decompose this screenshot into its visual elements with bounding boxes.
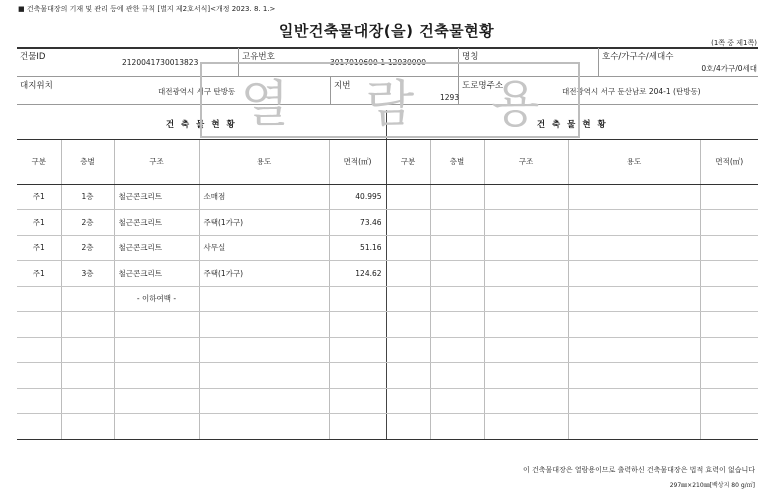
table-row [17, 184, 758, 210]
row-empty-cell [568, 363, 700, 389]
table-row [17, 388, 758, 414]
col-area-header-right: 면적(㎡) [700, 139, 758, 184]
row-empty-cell [484, 337, 568, 363]
row-floor [61, 363, 114, 389]
row-empty-cell [386, 210, 430, 236]
col-floor-header-right: 층별 [430, 139, 484, 184]
row-empty-cell [700, 184, 758, 210]
table-row [17, 210, 758, 236]
row-empty-cell [700, 235, 758, 261]
row-empty-cell [700, 388, 758, 414]
table-header-row [17, 139, 758, 184]
col-structure-header: 구조 [114, 139, 199, 184]
row-structure: 철근콘크리트 [114, 235, 199, 261]
row-floor: 3층 [61, 261, 114, 287]
row-floor: 2층 [61, 210, 114, 236]
section-title-right: 건 축 물 현 황 [386, 110, 758, 139]
road-address-label: 도로명주소 [462, 81, 504, 91]
building-id-label: 건물ID [20, 52, 46, 62]
unique-no-label: 고유번호 [242, 52, 275, 62]
col-area-header: 면적(㎡) [329, 139, 386, 184]
row-type [17, 337, 61, 363]
row-structure: 철근콘크리트 [114, 261, 199, 287]
row-floor [61, 312, 114, 338]
row-type [17, 388, 61, 414]
row-empty-cell [484, 184, 568, 210]
row-type: 주1 [17, 210, 61, 236]
col-floor-header: 층별 [61, 139, 114, 184]
row-floor [61, 388, 114, 414]
row-empty-cell [430, 388, 484, 414]
row-empty-cell [568, 286, 700, 312]
lot-number-value: 1293 [440, 93, 460, 102]
row-area: 51.16 [329, 235, 386, 261]
row-structure [114, 414, 199, 440]
row-empty-cell [568, 414, 700, 440]
row-empty-cell [386, 286, 430, 312]
row-empty-cell [430, 261, 484, 287]
road-address-value: 대전광역시 서구 둔산남로 204-1 (탄방동) [562, 87, 701, 96]
row-empty-cell [386, 388, 430, 414]
row-structure [114, 337, 199, 363]
row-empty-cell [700, 261, 758, 287]
row-empty-cell [700, 286, 758, 312]
row-type: 주1 [17, 184, 61, 210]
row-empty-cell [386, 337, 430, 363]
col-structure-header-right: 구조 [484, 139, 568, 184]
row-floor [61, 337, 114, 363]
row-empty-cell [430, 363, 484, 389]
row-area [329, 337, 386, 363]
row-empty-cell [568, 388, 700, 414]
row-empty-cell [430, 337, 484, 363]
site-location-value: 대전광역시 서구 탄방동 [158, 87, 236, 96]
row-area [329, 312, 386, 338]
row-empty-cell [700, 210, 758, 236]
units-value: 0호/4가구/0세대 [701, 64, 757, 73]
row-empty-cell [700, 363, 758, 389]
page-number: (1쪽 중 제1쪽) [711, 39, 757, 47]
row-use: 주택(1가구) [199, 210, 329, 236]
row-empty-cell [430, 235, 484, 261]
row-empty-cell [568, 235, 700, 261]
row-area [329, 363, 386, 389]
watermark-char: 람 [365, 75, 415, 133]
row-empty-cell [568, 337, 700, 363]
row-area [329, 286, 386, 312]
col-type-header: 구분 [17, 139, 61, 184]
row-empty-cell [700, 414, 758, 440]
row-floor [61, 286, 114, 312]
row-empty-cell [430, 414, 484, 440]
legal-notice: 이 건축물대장은 열람용이므로 출력하신 건축물대장은 법적 효력이 없습니다 [523, 466, 755, 474]
row-area: 40.995 [329, 184, 386, 210]
row-structure: 철근콘크리트 [114, 184, 199, 210]
row-structure [114, 363, 199, 389]
row-empty-cell [386, 235, 430, 261]
row-empty-cell [700, 337, 758, 363]
row-empty-cell [568, 184, 700, 210]
unique-no-value: 3017010600-1-12930000 [330, 58, 427, 67]
table-row [17, 337, 758, 363]
row-empty-cell [484, 388, 568, 414]
col-use-header-right: 용도 [568, 139, 700, 184]
row-empty-cell [386, 414, 430, 440]
row-structure [114, 312, 199, 338]
watermark-char: 용 [491, 75, 540, 133]
building-id-value: 2120041730013823 [122, 58, 199, 67]
row-empty-cell [484, 363, 568, 389]
col-type-header-right: 구분 [386, 139, 430, 184]
lot-number-label: 지번 [334, 81, 351, 91]
row-empty-cell [700, 312, 758, 338]
row-empty-cell [484, 235, 568, 261]
row-use [199, 312, 329, 338]
row-structure: 철근콘크리트 [114, 210, 199, 236]
building-status-table [17, 110, 758, 440]
row-use [199, 286, 329, 312]
row-empty-cell [484, 261, 568, 287]
row-type [17, 414, 61, 440]
name-label: 명칭 [462, 52, 479, 62]
watermark-char: 열 [240, 75, 289, 133]
row-empty-cell [430, 286, 484, 312]
row-floor [61, 414, 114, 440]
row-use [199, 414, 329, 440]
row-floor: 2층 [61, 235, 114, 261]
row-area: 124.62 [329, 261, 386, 287]
row-empty-cell [484, 312, 568, 338]
table-row [17, 312, 758, 338]
row-empty-cell [386, 184, 430, 210]
section-title-left: 건 축 물 현 황 [17, 110, 386, 139]
row-empty-cell [568, 312, 700, 338]
row-structure: - 이하여백 - [114, 286, 199, 312]
table-row [17, 363, 758, 389]
row-empty-cell [484, 210, 568, 236]
row-use: 주택(1가구) [199, 261, 329, 287]
table-row [17, 286, 758, 312]
row-type [17, 286, 61, 312]
row-type [17, 312, 61, 338]
row-area [329, 388, 386, 414]
units-label: 호수/가구수/세대수 [602, 52, 674, 62]
row-empty-cell [386, 363, 430, 389]
row-use: 사무실 [199, 235, 329, 261]
site-location-label: 대지위치 [20, 81, 53, 91]
row-use: 소매점 [199, 184, 329, 210]
table-row [17, 414, 758, 440]
row-empty-cell [568, 261, 700, 287]
row-type: 주1 [17, 261, 61, 287]
row-empty-cell [386, 261, 430, 287]
row-empty-cell [430, 184, 484, 210]
row-floor: 1층 [61, 184, 114, 210]
paper-spec: 297㎜×210㎜[백상지 80 g/㎡] [669, 482, 755, 489]
row-use [199, 337, 329, 363]
row-empty-cell [568, 210, 700, 236]
row-type [17, 363, 61, 389]
row-empty-cell [386, 312, 430, 338]
row-area [329, 414, 386, 440]
row-empty-cell [430, 312, 484, 338]
row-area: 73.46 [329, 210, 386, 236]
row-empty-cell [484, 286, 568, 312]
row-use [199, 388, 329, 414]
row-empty-cell [484, 414, 568, 440]
table-row [17, 261, 758, 287]
col-use-header: 용도 [199, 139, 329, 184]
legal-basis: ■ 건축물대장의 기재 및 관리 등에 관한 규칙 [별지 제2호서식]<개정 2023. 8. 1.> [18, 5, 276, 13]
row-use [199, 363, 329, 389]
row-type: 주1 [17, 235, 61, 261]
table-row [17, 235, 758, 261]
row-empty-cell [430, 210, 484, 236]
row-structure [114, 388, 199, 414]
document-title: 일반건축물대장(을) 건축물현황 [278, 22, 495, 40]
